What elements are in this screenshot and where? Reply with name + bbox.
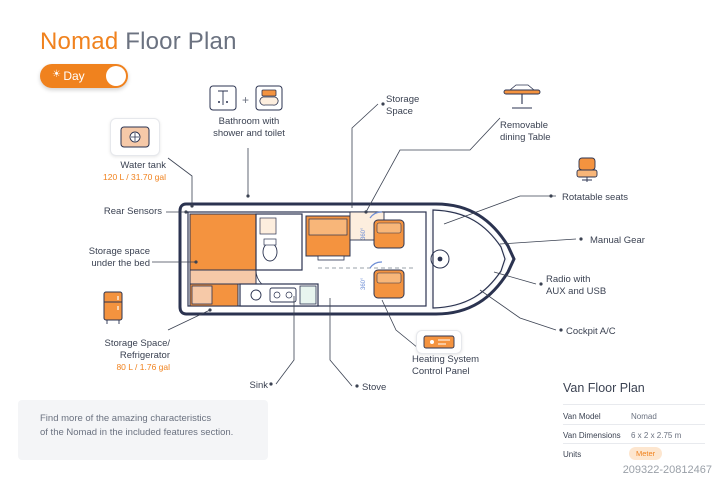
rear-sensors-label: Rear Sensors [103, 206, 162, 217]
bathroom-label-line2: shower and toilet [213, 127, 285, 139]
spec-row-dimensions [563, 431, 703, 440]
callout-storage-space [386, 94, 466, 118]
callout-rear-sensors [78, 206, 162, 218]
footer-blurb [40, 412, 250, 441]
rotatable-seat-icon [570, 152, 604, 188]
dining-table-label-line2: dining Table [500, 131, 551, 143]
sun-icon: ☀ [52, 69, 61, 80]
spec-value-model: Nomad [631, 412, 657, 421]
callout-stove [362, 382, 414, 394]
rotatable-seats-label: Rotatable seats [562, 192, 629, 203]
spec-value-dimensions: 6 x 2 x 2.75 m [631, 431, 682, 440]
dining-table-label-line1: Removable [500, 120, 549, 131]
callout-heating-panel [412, 354, 522, 378]
spec-divider-top [563, 404, 705, 405]
storage-bed-label-line1: Storage space [88, 246, 150, 257]
heating-panel-label-line1: Heating System [412, 354, 480, 365]
callout-water-tank [64, 160, 166, 183]
day-toggle-label: Day [63, 69, 85, 83]
refrigerator-label-line1: Storage Space/ [104, 338, 170, 349]
refrigerator-icon [96, 288, 130, 328]
callout-dining-table [500, 120, 610, 144]
water-tank-label: Water tank [120, 160, 166, 171]
refrigerator-value: 80 L / 1.76 gal [116, 361, 170, 372]
blurb-line1: Find more of the amazing characteristics [40, 413, 212, 424]
blurb-line2: of the Nomad in the included features section. [40, 427, 234, 439]
callout-radio [546, 274, 656, 298]
callout-cockpit-ac [566, 326, 676, 338]
callout-storage-under-bed [52, 246, 150, 270]
callout-manual-gear [590, 235, 690, 247]
radio-label-line1: Radio with [546, 274, 591, 285]
spec-row-units [563, 450, 703, 459]
dining-table-icon [498, 80, 546, 116]
spec-value-units-badge[interactable]: Meter [629, 447, 662, 460]
callout-rotatable-seats [562, 192, 672, 204]
bathroom-label-line1: Bathroom with [218, 116, 280, 127]
storage-space-label-line2: Space [386, 105, 413, 117]
watermark-id: 209322-20812467 [622, 464, 712, 476]
refrigerator-label-line2: Refrigerator [119, 349, 170, 361]
spec-key-dimensions: Van Dimensions [563, 431, 621, 440]
heating-panel-label-line2: Control Panel [412, 365, 470, 377]
seat-rotation-label-rear: 360° [361, 227, 367, 240]
spec-divider-mid [563, 424, 705, 425]
seat-rotation-label-front: 360° [361, 277, 367, 290]
brand-name: Nomad [40, 28, 119, 55]
svg-text:+: + [242, 93, 250, 107]
callout-sink [216, 380, 268, 392]
water-tank-value: 120 L / 31.70 gal [102, 171, 166, 182]
stove-label: Stove [362, 382, 387, 393]
spec-row-model [563, 412, 703, 421]
spec-divider-bottom [563, 443, 705, 444]
page-title-rest: Floor Plan [118, 28, 237, 55]
storage-space-label-line1: Storage [386, 94, 420, 105]
radio-label-line2: AUX and USB [546, 285, 607, 297]
callout-bathroom [188, 116, 310, 140]
cockpit-ac-label: Cockpit A/C [566, 326, 616, 337]
spec-key-model: Van Model [563, 412, 601, 421]
shower-toilet-icon [206, 82, 290, 114]
callout-refrigerator [50, 338, 170, 372]
manual-gear-label: Manual Gear [590, 235, 645, 246]
spec-key-units: Units [563, 450, 582, 459]
water-tank-icon [110, 118, 160, 156]
storage-bed-label-line2: under the bed [91, 257, 150, 269]
sink-label: Sink [249, 380, 268, 391]
heating-panel-icon [416, 330, 462, 354]
spec-panel-title: Van Floor Plan [563, 381, 645, 395]
